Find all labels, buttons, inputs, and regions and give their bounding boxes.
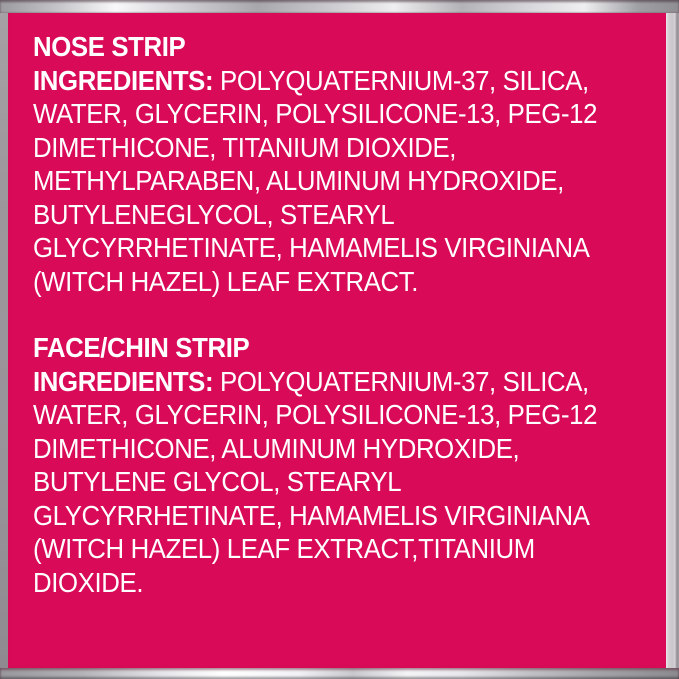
metallic-edge-top — [0, 0, 679, 13]
ingredients-label: INGREDIENTS: — [33, 365, 214, 397]
ingredient-line: (WITCH HAZEL) LEAF EXTRACT,TITANIUM — [33, 533, 535, 564]
ingredient-line-text: POLYQUATERNIUM-37, SILICA, — [213, 365, 589, 397]
ingredient-line: DIMETHICONE, TITANIUM DIOXIDE, — [33, 131, 457, 163]
ingredient-line: WATER, GLYCERIN, POLYSILICONE-13, PEG-12 — [33, 98, 598, 129]
ingredient-line — [33, 365, 679, 399]
ingredient-line: GLYCYRRHETINATE, HAMAMELIS VIRGINIANA — [33, 232, 590, 263]
ingredients-text-block — [33, 30, 679, 599]
ingredient-line: BUTYLENE GLYCOL, STEARYL — [33, 466, 402, 497]
face-chin-strip-section — [33, 331, 679, 599]
ingredient-line: WATER, GLYCERIN, POLYSILICONE-13, PEG-12 — [33, 399, 598, 430]
ingredient-line: DIOXIDE. — [33, 566, 144, 598]
ingredient-line-text: POLYQUATERNIUM-37, SILICA, — [213, 64, 589, 96]
ingredient-line: METHYLPARABEN, ALUMINUM HYDROXIDE, — [33, 165, 564, 196]
ingredient-line: (WITCH HAZEL) LEAF EXTRACT. — [33, 265, 419, 297]
metallic-edge-right — [666, 13, 679, 668]
face-chin-strip-heading: FACE/CHIN STRIP — [33, 332, 250, 363]
ingredients-label: INGREDIENTS: — [33, 64, 214, 96]
ingredient-line: BUTYLENEGLYCOL, STEARYL — [33, 198, 395, 230]
ingredient-line: DIMETHICONE, ALUMINUM HYDROXIDE, — [33, 432, 520, 464]
nose-strip-section — [33, 30, 679, 298]
ingredient-line — [33, 64, 679, 98]
ingredient-line: GLYCYRRHETINATE, HAMAMELIS VIRGINIANA — [33, 499, 590, 531]
metallic-edge-left — [0, 13, 8, 668]
metallic-edge-bottom — [0, 668, 679, 679]
nose-strip-heading: NOSE STRIP — [33, 31, 186, 62]
